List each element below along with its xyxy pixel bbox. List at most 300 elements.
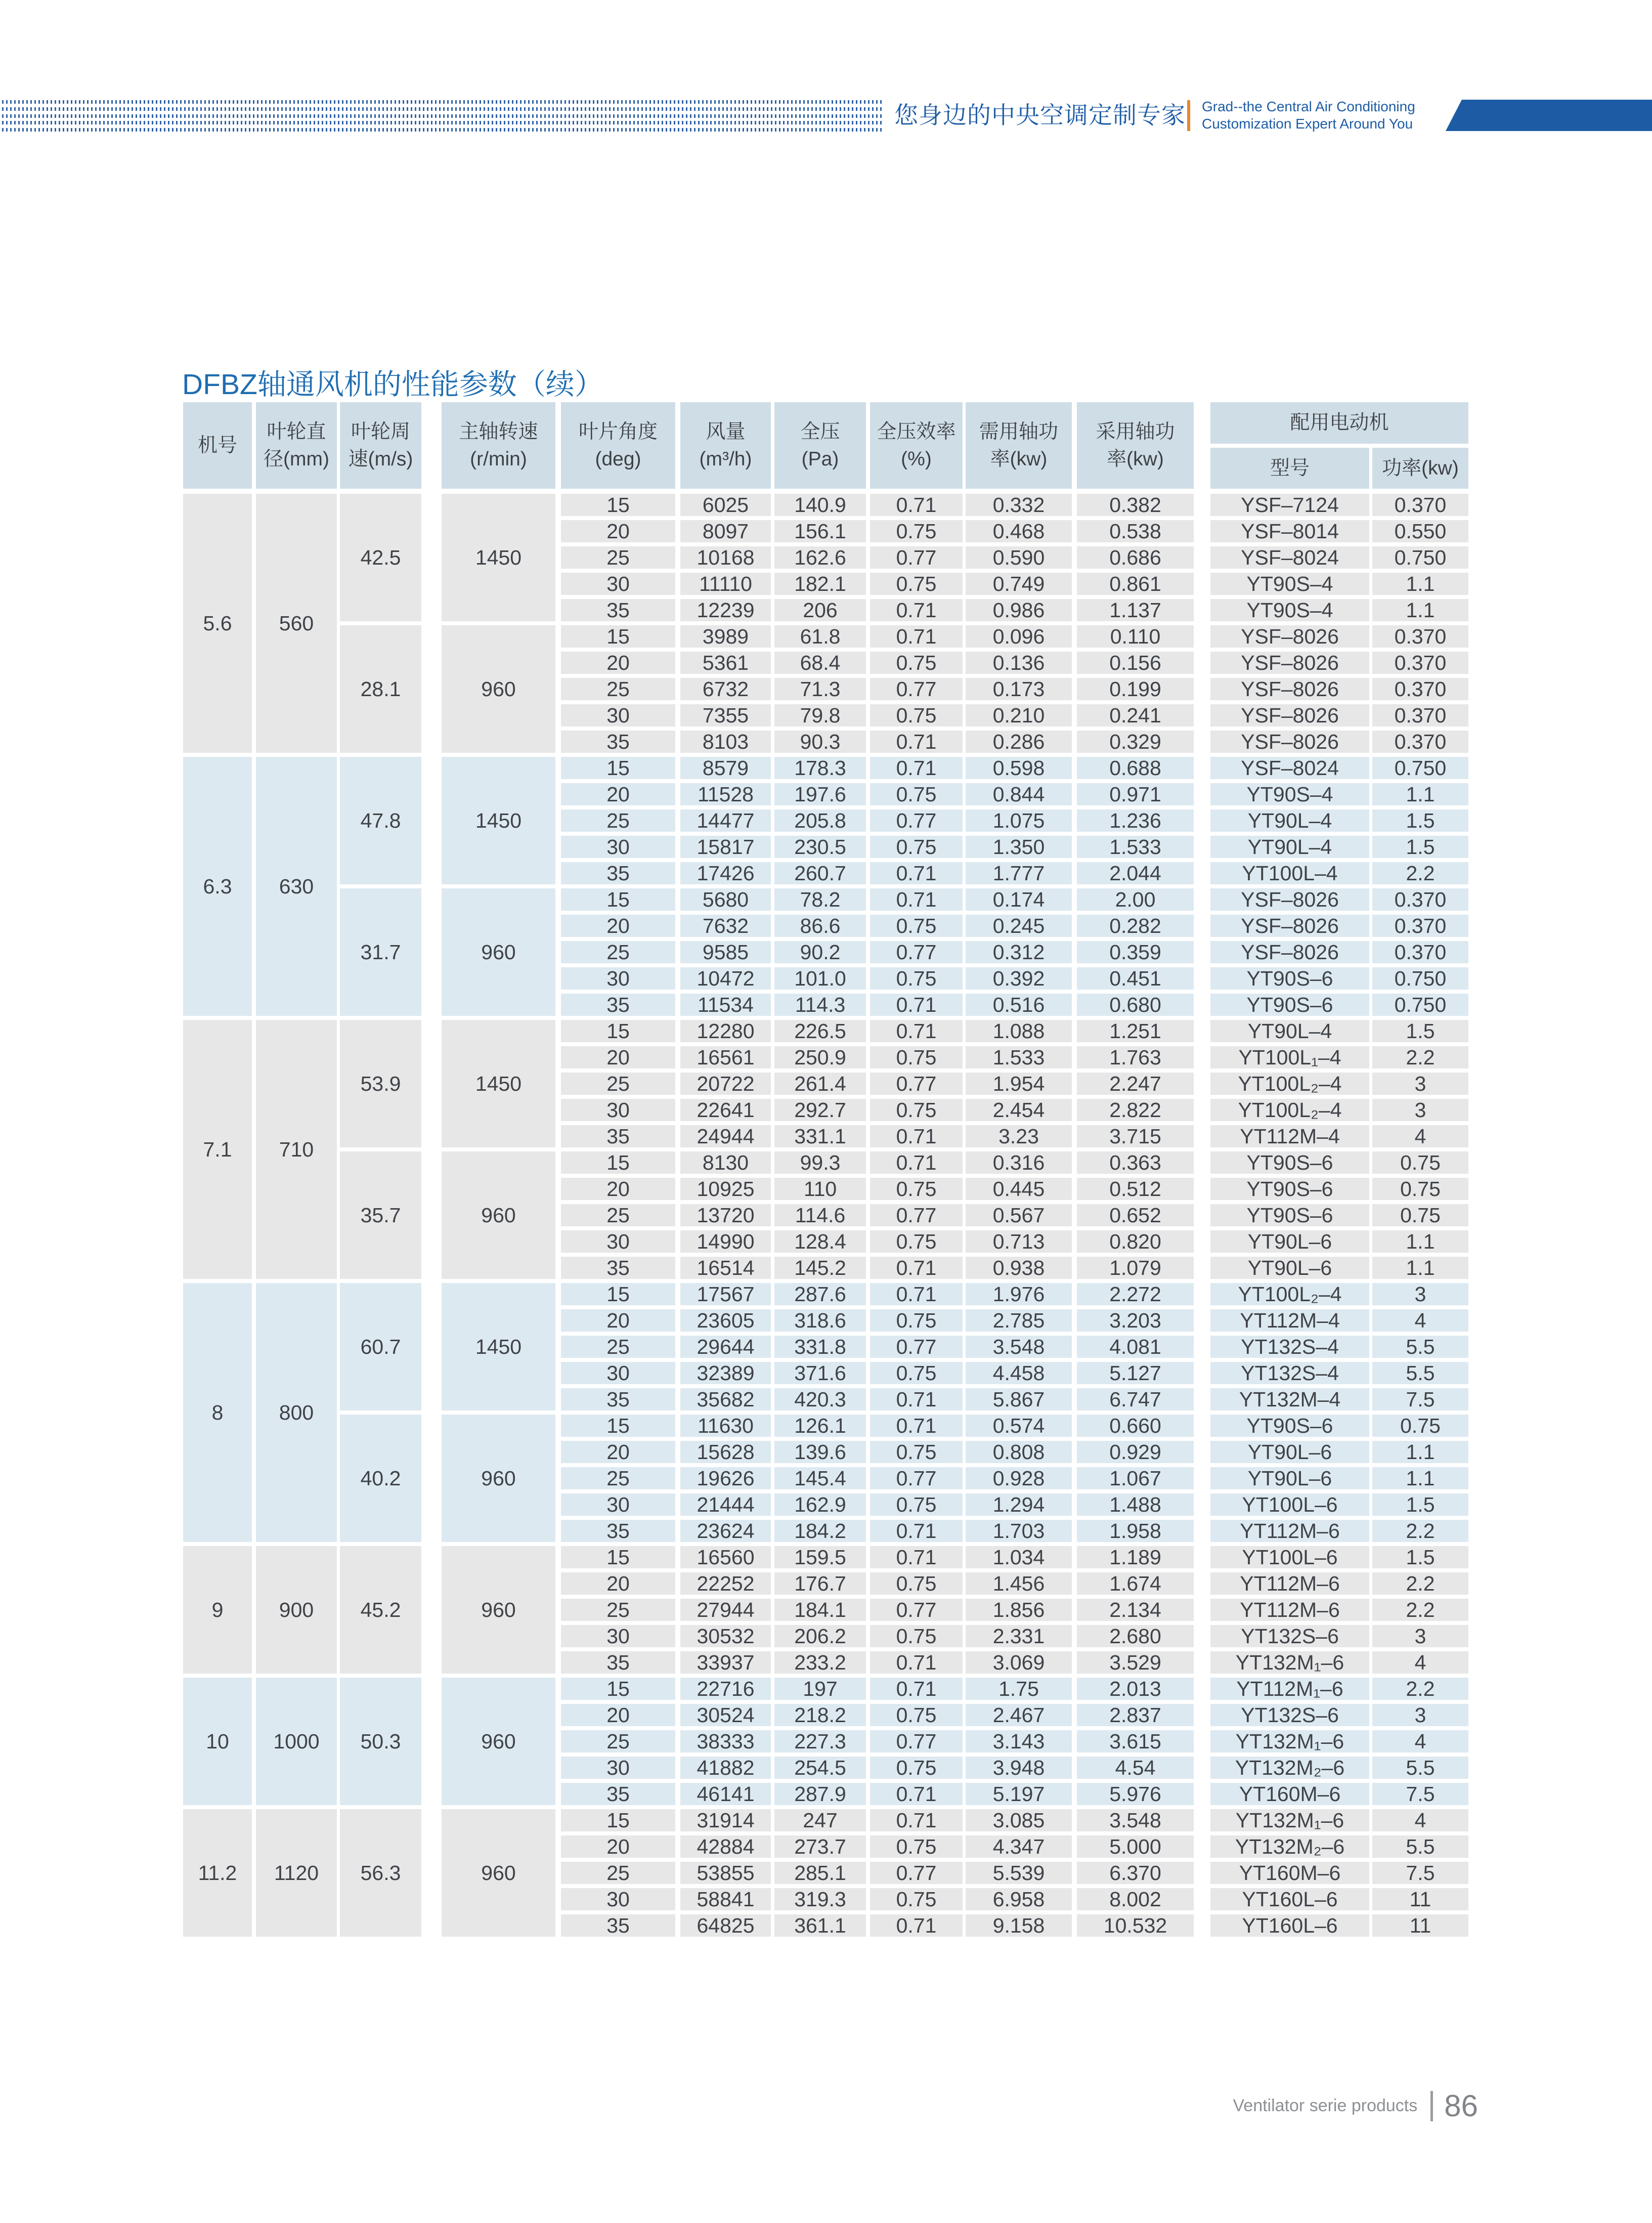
data-cell: 1.75	[966, 1678, 1072, 1700]
header-line: 风量	[706, 420, 746, 443]
col-header-impeller-dia	[256, 402, 337, 489]
machine-no-cell: 11.2	[183, 1809, 252, 1937]
data-cell: 0.71	[870, 625, 963, 648]
tip-speed-cell: 60.7	[340, 1283, 421, 1410]
data-cell: 15	[561, 1151, 675, 1174]
data-cell: 3	[1372, 1704, 1468, 1726]
rpm-cell: 1450	[442, 1020, 555, 1147]
data-cell: 2.2	[1372, 1572, 1468, 1595]
data-cell: 2.467	[966, 1704, 1072, 1726]
data-cell: YT112M–6	[1210, 1599, 1369, 1621]
data-cell: 0.71	[870, 1125, 963, 1147]
data-cell: 78.2	[774, 888, 866, 911]
data-cell: 331.8	[774, 1336, 866, 1358]
data-cell: 0.71	[870, 888, 963, 911]
data-cell: 4.347	[966, 1835, 1072, 1858]
data-cell: YT160M–6	[1210, 1783, 1369, 1805]
data-cell: 0.468	[966, 520, 1072, 542]
data-cell: YT132S–4	[1210, 1336, 1369, 1358]
data-cell: 42884	[680, 1835, 771, 1858]
data-cell: 0.75	[870, 1046, 963, 1068]
data-cell: 0.71	[870, 1151, 963, 1174]
col-header-shaft-speed	[442, 402, 555, 489]
data-cell: 3.715	[1077, 1125, 1194, 1147]
data-cell: 5.000	[1077, 1835, 1194, 1858]
data-cell: 0.71	[870, 1546, 963, 1568]
data-cell: 156.1	[774, 520, 866, 542]
data-cell: YT112M–4	[1210, 1125, 1369, 1147]
data-cell: 0.370	[1372, 915, 1468, 937]
data-cell: 2.134	[1077, 1599, 1194, 1621]
data-cell: 273.7	[774, 1835, 866, 1858]
data-cell: 4	[1372, 1730, 1468, 1752]
data-cell: 0.370	[1372, 888, 1468, 911]
data-cell: YT132M₁–6	[1210, 1809, 1369, 1831]
rpm-cell: 1450	[442, 757, 555, 884]
data-cell: 331.1	[774, 1125, 866, 1147]
data-cell: 0.77	[870, 1467, 963, 1489]
data-cell: YSF–8026	[1210, 704, 1369, 726]
data-cell: YT90S–6	[1210, 1415, 1369, 1437]
data-cell: 0.938	[966, 1257, 1072, 1279]
data-cell: 206	[774, 599, 866, 621]
data-cell: 0.75	[870, 1757, 963, 1779]
header-line: (r/min)	[470, 448, 527, 470]
data-cell: 0.844	[966, 783, 1072, 805]
dot-row	[2, 121, 883, 124]
data-cell: YSF–8026	[1210, 915, 1369, 937]
data-cell: 4	[1372, 1651, 1468, 1674]
data-cell: 5.976	[1077, 1783, 1194, 1805]
rpm-cell: 960	[442, 1151, 555, 1279]
page-title: DFBZ轴通风机的性能参数（续）	[182, 368, 603, 401]
data-cell: 197.6	[774, 783, 866, 805]
data-cell: 162.6	[774, 546, 866, 569]
data-cell: 0.750	[1372, 546, 1468, 569]
data-cell: 90.2	[774, 941, 866, 963]
col-header-impeller-speed	[340, 402, 421, 489]
data-cell: 14990	[680, 1230, 771, 1253]
data-cell: YT90L–4	[1210, 836, 1369, 858]
data-cell: 53855	[680, 1862, 771, 1884]
data-cell: 0.370	[1372, 652, 1468, 674]
data-cell: 128.4	[774, 1230, 866, 1253]
data-cell: 1.856	[966, 1599, 1072, 1621]
data-cell: 20	[561, 1046, 675, 1068]
brand-slogan-en	[1202, 98, 1415, 133]
data-cell: 30	[561, 1230, 675, 1253]
data-cell: 1.5	[1372, 809, 1468, 832]
data-cell: YT132M₂–6	[1210, 1757, 1369, 1779]
data-cell: 0.567	[966, 1204, 1072, 1226]
machine-no-cell: 10	[183, 1678, 252, 1805]
data-cell: YT100L–6	[1210, 1546, 1369, 1568]
tip-speed-cell: 40.2	[340, 1415, 421, 1542]
data-cell: 15	[561, 494, 675, 516]
data-cell: 22716	[680, 1678, 771, 1700]
data-cell: 1.5	[1372, 836, 1468, 858]
data-cell: YSF–8026	[1210, 888, 1369, 911]
data-cell: 0.77	[870, 1862, 963, 1884]
data-cell: 3.143	[966, 1730, 1072, 1752]
data-cell: 30	[561, 573, 675, 595]
data-cell: YT132M–4	[1210, 1388, 1369, 1410]
data-cell: 12280	[680, 1020, 771, 1042]
data-cell: 0.71	[870, 1388, 963, 1410]
data-cell: 1.1	[1372, 1257, 1468, 1279]
data-cell: 1.5	[1372, 1493, 1468, 1516]
data-cell: YT100L–4	[1210, 862, 1369, 884]
data-cell: 1.703	[966, 1520, 1072, 1542]
data-cell: 139.6	[774, 1441, 866, 1463]
data-cell: 0.71	[870, 1651, 963, 1674]
data-cell: 0.71	[870, 1914, 963, 1937]
data-cell: 0.71	[870, 731, 963, 753]
data-cell: 182.1	[774, 573, 866, 595]
data-cell: 0.71	[870, 1415, 963, 1437]
data-cell: 0.75	[870, 1572, 963, 1595]
data-cell: 7632	[680, 915, 771, 937]
data-cell: 197	[774, 1678, 866, 1700]
data-cell: 1.075	[966, 809, 1072, 832]
data-cell: 15	[561, 888, 675, 911]
data-cell: 30	[561, 1099, 675, 1121]
data-cell: 0.680	[1077, 994, 1194, 1016]
rpm-cell: 960	[442, 1415, 555, 1542]
header-line: (Pa)	[801, 448, 839, 470]
performance-table	[183, 402, 1468, 1941]
data-cell: 145.2	[774, 1257, 866, 1279]
data-cell: 27944	[680, 1599, 771, 1621]
data-cell: 3.203	[1077, 1309, 1194, 1332]
data-cell: 0.382	[1077, 494, 1194, 516]
data-cell: 29644	[680, 1336, 771, 1358]
data-cell: 0.110	[1077, 625, 1194, 648]
data-cell: 11534	[680, 994, 771, 1016]
data-cell: 0.598	[966, 757, 1072, 779]
data-cell: 1.533	[966, 1046, 1072, 1068]
header-line: 率(kw)	[1107, 448, 1164, 470]
data-cell: 0.75	[870, 1493, 963, 1516]
data-cell: 11630	[680, 1415, 771, 1437]
data-cell: 5.197	[966, 1783, 1072, 1805]
data-cell: 1.1	[1372, 1230, 1468, 1253]
data-cell: YT100L–6	[1210, 1493, 1369, 1516]
data-cell: 178.3	[774, 757, 866, 779]
data-cell: 0.370	[1372, 731, 1468, 753]
data-cell: 2.785	[966, 1309, 1072, 1332]
data-cell: 3	[1372, 1073, 1468, 1095]
data-cell: 30	[561, 1888, 675, 1910]
data-cell: 0.75	[870, 1362, 963, 1384]
data-cell: 101.0	[774, 967, 866, 990]
data-cell: 8579	[680, 757, 771, 779]
data-cell: 2.2	[1372, 1599, 1468, 1621]
data-cell: 1.1	[1372, 573, 1468, 595]
impeller-dia-cell: 1120	[256, 1809, 337, 1937]
data-cell: 126.1	[774, 1415, 866, 1437]
data-cell: 35	[561, 731, 675, 753]
data-cell: 0.71	[870, 994, 963, 1016]
data-cell: 86.6	[774, 915, 866, 937]
data-cell: YSF–8026	[1210, 625, 1369, 648]
data-cell: 0.370	[1372, 625, 1468, 648]
data-cell: 35	[561, 1783, 675, 1805]
data-cell: 0.71	[870, 1783, 963, 1805]
data-cell: 20	[561, 1704, 675, 1726]
data-cell: 218.2	[774, 1704, 866, 1726]
data-cell: 0.71	[870, 1520, 963, 1542]
data-cell: 1.488	[1077, 1493, 1194, 1516]
data-cell: YT90L–6	[1210, 1257, 1369, 1279]
data-cell: 30	[561, 836, 675, 858]
data-cell: 15	[561, 625, 675, 648]
data-cell: 0.359	[1077, 941, 1194, 963]
data-cell: 20	[561, 652, 675, 674]
data-cell: 1.5	[1372, 1546, 1468, 1568]
data-cell: 2.272	[1077, 1283, 1194, 1305]
data-cell: 1.954	[966, 1073, 1072, 1095]
data-cell: 2.2	[1372, 862, 1468, 884]
data-cell: 20	[561, 1441, 675, 1463]
data-cell: YT160L–6	[1210, 1888, 1369, 1910]
data-cell: 15628	[680, 1441, 771, 1463]
data-cell: 114.6	[774, 1204, 866, 1226]
data-cell: 2.2	[1372, 1678, 1468, 1700]
data-cell: 35	[561, 1125, 675, 1147]
data-cell: 0.688	[1077, 757, 1194, 779]
data-cell: YSF–8026	[1210, 678, 1369, 700]
data-cell: 10925	[680, 1178, 771, 1200]
data-cell: 5.5	[1372, 1336, 1468, 1358]
data-cell: 1.067	[1077, 1467, 1194, 1489]
data-cell: 0.861	[1077, 573, 1194, 595]
col-header-efficiency	[870, 402, 963, 489]
data-cell: 25	[561, 1730, 675, 1752]
data-cell: 35	[561, 1914, 675, 1937]
data-cell: 35	[561, 599, 675, 621]
data-cell: 8097	[680, 520, 771, 542]
data-cell: 1.079	[1077, 1257, 1194, 1279]
data-cell: 7355	[680, 704, 771, 726]
data-cell: 35	[561, 1520, 675, 1542]
data-cell: 287.9	[774, 1783, 866, 1805]
header-line: 率(kw)	[990, 448, 1048, 470]
data-cell: 145.4	[774, 1467, 866, 1489]
impeller-dia-cell: 800	[256, 1283, 337, 1542]
header-line: 配用电动机	[1290, 412, 1389, 434]
data-cell: 0.750	[1372, 757, 1468, 779]
data-cell: 35	[561, 1651, 675, 1674]
data-cell: 64825	[680, 1914, 771, 1937]
data-cell: 0.75	[870, 783, 963, 805]
data-cell: 0.574	[966, 1415, 1072, 1437]
data-cell: 0.71	[870, 599, 963, 621]
data-cell: 3.548	[1077, 1809, 1194, 1831]
data-cell: YT100L₂–4	[1210, 1073, 1369, 1095]
data-cell: 1.137	[1077, 599, 1194, 621]
data-cell: 0.445	[966, 1178, 1072, 1200]
data-cell: 33937	[680, 1651, 771, 1674]
data-cell: 162.9	[774, 1493, 866, 1516]
data-cell: 20722	[680, 1073, 771, 1095]
data-cell: 90.3	[774, 731, 866, 753]
data-cell: 5.539	[966, 1862, 1072, 1884]
data-cell: 114.3	[774, 994, 866, 1016]
header-line: 叶片角度	[578, 420, 658, 443]
data-cell: 38333	[680, 1730, 771, 1752]
data-cell: 0.136	[966, 652, 1072, 674]
data-cell: YT132S–4	[1210, 1362, 1369, 1384]
data-cell: YT90S–6	[1210, 1178, 1369, 1200]
orange-divider	[1187, 100, 1190, 131]
data-cell: YT132S–6	[1210, 1625, 1369, 1647]
data-cell: 7.5	[1372, 1388, 1468, 1410]
rpm-cell: 960	[442, 1809, 555, 1937]
data-cell: 41882	[680, 1757, 771, 1779]
header-line: 型号	[1270, 457, 1310, 479]
data-cell: 0.451	[1077, 967, 1194, 990]
header-line: 叶轮周	[351, 420, 410, 443]
data-cell: YT90L–6	[1210, 1230, 1369, 1253]
data-cell: 3.615	[1077, 1730, 1194, 1752]
col-header-required-power	[966, 402, 1072, 489]
data-cell: 6732	[680, 678, 771, 700]
data-cell: 9.158	[966, 1914, 1072, 1937]
data-cell: 0.516	[966, 994, 1072, 1016]
data-cell: YT90S–6	[1210, 967, 1369, 990]
data-cell: 0.75	[870, 1704, 963, 1726]
data-cell: YT112M–6	[1210, 1572, 1369, 1595]
data-cell: 15817	[680, 836, 771, 858]
col-header-motor	[1210, 402, 1468, 444]
data-cell: 2.680	[1077, 1625, 1194, 1647]
data-cell: 23624	[680, 1520, 771, 1542]
data-cell: 1.236	[1077, 809, 1194, 832]
data-cell: YT90L–4	[1210, 809, 1369, 832]
data-cell: YT160M–6	[1210, 1862, 1369, 1884]
data-cell: YT90L–6	[1210, 1467, 1369, 1489]
data-cell: 3989	[680, 625, 771, 648]
data-cell: 1.294	[966, 1493, 1072, 1516]
data-cell: 32389	[680, 1362, 771, 1384]
data-cell: 260.7	[774, 862, 866, 884]
data-cell: 30524	[680, 1704, 771, 1726]
data-cell: 0.370	[1372, 494, 1468, 516]
data-cell: 25	[561, 1336, 675, 1358]
data-cell: 1.251	[1077, 1020, 1194, 1042]
data-cell: YT112M₁–6	[1210, 1678, 1369, 1700]
col-header-motor-power	[1372, 448, 1468, 489]
data-cell: 7.5	[1372, 1862, 1468, 1884]
data-cell: 184.2	[774, 1520, 866, 1542]
dot-row	[2, 128, 883, 132]
data-cell: 1.5	[1372, 1020, 1468, 1042]
data-cell: 0.71	[870, 1678, 963, 1700]
footer-section-label: Ventilator serie products	[1233, 2096, 1418, 2115]
data-cell: 15	[561, 1283, 675, 1305]
brand-slogan-cn: 您身边的中央空调定制专家	[894, 102, 1186, 129]
data-cell: YT90L–6	[1210, 1441, 1369, 1463]
data-cell: 0.370	[1372, 941, 1468, 963]
page-number: 86	[1444, 2089, 1478, 2123]
data-cell: 1.189	[1077, 1546, 1194, 1568]
data-cell: 1.456	[966, 1572, 1072, 1595]
data-cell: 371.6	[774, 1362, 866, 1384]
data-cell: 16560	[680, 1546, 771, 1568]
data-cell: 0.590	[966, 546, 1072, 569]
data-cell: 25	[561, 1599, 675, 1621]
machine-no-cell: 6.3	[183, 757, 252, 1016]
data-cell: 0.329	[1077, 731, 1194, 753]
data-cell: 25	[561, 1467, 675, 1489]
impeller-dia-cell: 710	[256, 1020, 337, 1279]
data-cell: 15	[561, 1678, 675, 1700]
data-cell: 30	[561, 967, 675, 990]
data-cell: 0.75	[1372, 1415, 1468, 1437]
data-cell: 6.370	[1077, 1862, 1194, 1884]
data-cell: 292.7	[774, 1099, 866, 1121]
data-cell: 0.71	[870, 1283, 963, 1305]
data-cell: 11110	[680, 573, 771, 595]
data-cell: 140.9	[774, 494, 866, 516]
data-cell: 0.316	[966, 1151, 1072, 1174]
data-cell: YT112M–4	[1210, 1309, 1369, 1332]
data-cell: 7.5	[1372, 1783, 1468, 1805]
data-cell: 0.77	[870, 809, 963, 832]
col-header-adopted-power	[1077, 402, 1194, 489]
data-cell: 1.1	[1372, 783, 1468, 805]
dot-row	[2, 114, 883, 118]
header-line: 采用轴功	[1096, 420, 1175, 443]
data-cell: YT90S–4	[1210, 599, 1369, 621]
data-cell: 4	[1372, 1125, 1468, 1147]
data-cell: 25	[561, 941, 675, 963]
data-cell: 12239	[680, 599, 771, 621]
machine-no-cell: 7.1	[183, 1020, 252, 1279]
col-header-blade-angle	[561, 402, 675, 489]
data-cell: 0.75	[870, 1888, 963, 1910]
data-cell: 0.286	[966, 731, 1072, 753]
data-cell: 20	[561, 783, 675, 805]
dot-row	[2, 100, 883, 104]
data-cell: 25	[561, 1862, 675, 1884]
data-cell: 247	[774, 1809, 866, 1831]
header-line: 需用轴功	[979, 420, 1058, 443]
data-cell: 99.3	[774, 1151, 866, 1174]
data-cell: 0.370	[1372, 678, 1468, 700]
data-cell: 9585	[680, 941, 771, 963]
data-cell: 0.096	[966, 625, 1072, 648]
data-cell: 3.23	[966, 1125, 1072, 1147]
data-cell: 0.971	[1077, 783, 1194, 805]
data-cell: 2.837	[1077, 1704, 1194, 1726]
header-line: 主轴转速	[459, 420, 538, 443]
data-cell: 4.458	[966, 1362, 1072, 1384]
data-cell: 0.241	[1077, 704, 1194, 726]
data-cell: 1.034	[966, 1546, 1072, 1568]
data-cell: 0.71	[870, 1257, 963, 1279]
data-cell: YSF–8024	[1210, 757, 1369, 779]
data-cell: 1.533	[1077, 836, 1194, 858]
data-cell: 0.538	[1077, 520, 1194, 542]
data-cell: 25	[561, 1073, 675, 1095]
tip-speed-cell: 53.9	[340, 1020, 421, 1147]
data-cell: YT100L₂–4	[1210, 1099, 1369, 1121]
data-cell: 0.77	[870, 678, 963, 700]
data-cell: 0.75	[870, 967, 963, 990]
data-cell: 2.044	[1077, 862, 1194, 884]
